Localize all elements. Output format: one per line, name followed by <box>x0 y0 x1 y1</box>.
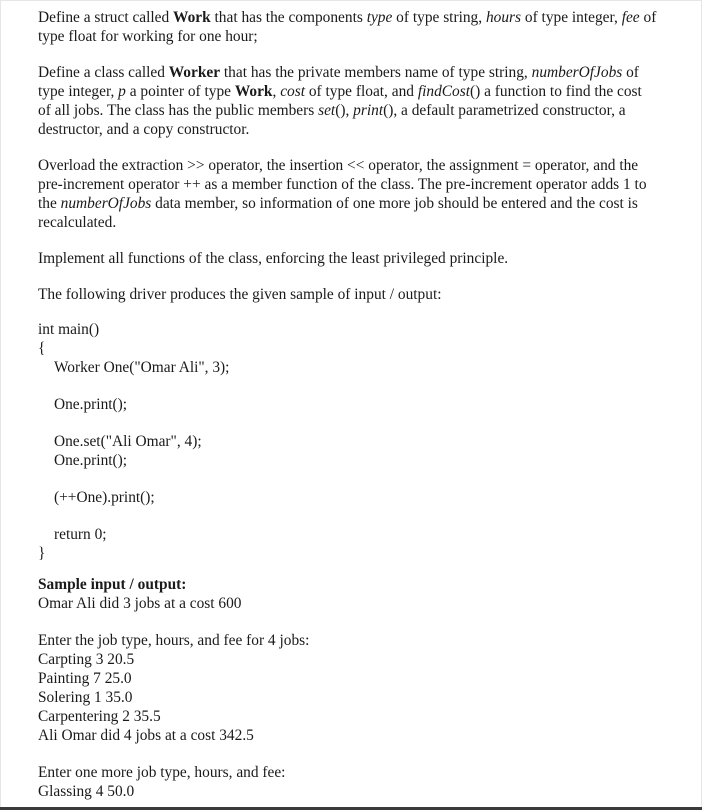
sample-output-line: Enter one more job type, hours, and fee: <box>38 764 286 781</box>
sample-output-line: Ali Omar did 4 jobs at a cost 342.5 <box>38 727 254 744</box>
text-fragment: (), a default parametrized constructor, a destructor, and a copy constructor. <box>38 102 626 138</box>
paragraph-driver-intro: The following driver produces the given sample of input / output: <box>38 286 442 303</box>
member-cost: cost <box>280 83 305 100</box>
sample-output-line: Omar Ali did 3 jobs at a cost 600 <box>38 595 242 612</box>
text-fragment: (), <box>335 102 354 119</box>
text-fragment: a pointer of type <box>125 83 235 100</box>
code-open-brace: { <box>38 340 46 357</box>
text-fragment: of type integer, <box>521 9 622 26</box>
struct-name: Work <box>234 83 273 100</box>
text-fragment: Overload the extraction >> operator, the insertion << operator, the assignment = operator, and the pre-increment operator ++ as a member function of the class. The pre-increment operator adds 1 to the <box>38 157 647 212</box>
sample-output-line: Solering 1 35.0 <box>38 689 133 706</box>
sample-output-line: Glassing 4 50.0 <box>38 783 135 800</box>
paragraph-operator-overloading <box>38 156 658 232</box>
member-numberofjobs: numberOfJobs <box>531 64 623 81</box>
code-line: One.print(); <box>54 452 128 469</box>
text-fragment: () a function to find the cost of all jobs. The class has the public members <box>38 83 642 119</box>
sample-output-line: Carpentering 2 35.5 <box>38 708 161 725</box>
text-fragment: , <box>272 83 281 100</box>
sample-title: Sample input / output: <box>38 576 187 593</box>
text-fragment: of type float, and <box>304 83 418 100</box>
driver-code-block <box>38 320 658 563</box>
sample-output-line: Carpting 3 20.5 <box>38 651 135 668</box>
sample-output-line: Enter the job type, hours, and fee for 4 jobs: <box>38 632 310 649</box>
text-fragment: data member, so information of one more job should be entered and the cost is recalculated. <box>38 195 638 231</box>
document-body <box>38 8 658 801</box>
code-close-brace: } <box>38 545 46 562</box>
text-fragment: Define a class called <box>38 64 169 81</box>
function-print: print <box>353 102 384 119</box>
sample-output-block <box>38 575 658 801</box>
text-fragment: that has the components <box>210 9 367 26</box>
code-line: (++One).print(); <box>54 489 155 506</box>
member-p: p <box>118 83 126 100</box>
code-line: One.set("Ali Omar", 4); <box>54 433 202 450</box>
text-fragment: of type string, <box>392 9 486 26</box>
class-name: Worker <box>168 64 221 81</box>
code-line: return 0; <box>54 526 107 543</box>
text-fragment: of type float for working for one hour; <box>38 9 657 45</box>
text-fragment: that has the private members name of type string, <box>220 64 532 81</box>
code-line: One.print(); <box>54 396 128 413</box>
function-findcost: findCost <box>417 83 470 100</box>
member-type: type <box>366 9 393 26</box>
paragraph-class-definition <box>38 63 658 139</box>
text-fragment: Define a struct called <box>38 9 174 26</box>
paragraph-implement: Implement all functions of the class, enforcing the least privileged principle. <box>38 250 509 267</box>
function-set: set <box>318 102 336 119</box>
member-hours: hours <box>485 9 522 26</box>
paragraph-struct-definition <box>38 8 658 46</box>
member-fee: fee <box>621 9 640 26</box>
member-numberofjobs: numberOfJobs <box>60 195 152 212</box>
sample-output-line: Painting 7 25.0 <box>38 670 132 687</box>
struct-name: Work <box>173 9 211 26</box>
code-main-signature: int main() <box>38 321 100 338</box>
code-line: Worker One("Omar Ali", 3); <box>54 359 230 376</box>
text-fragment: of type integer, <box>38 64 639 100</box>
